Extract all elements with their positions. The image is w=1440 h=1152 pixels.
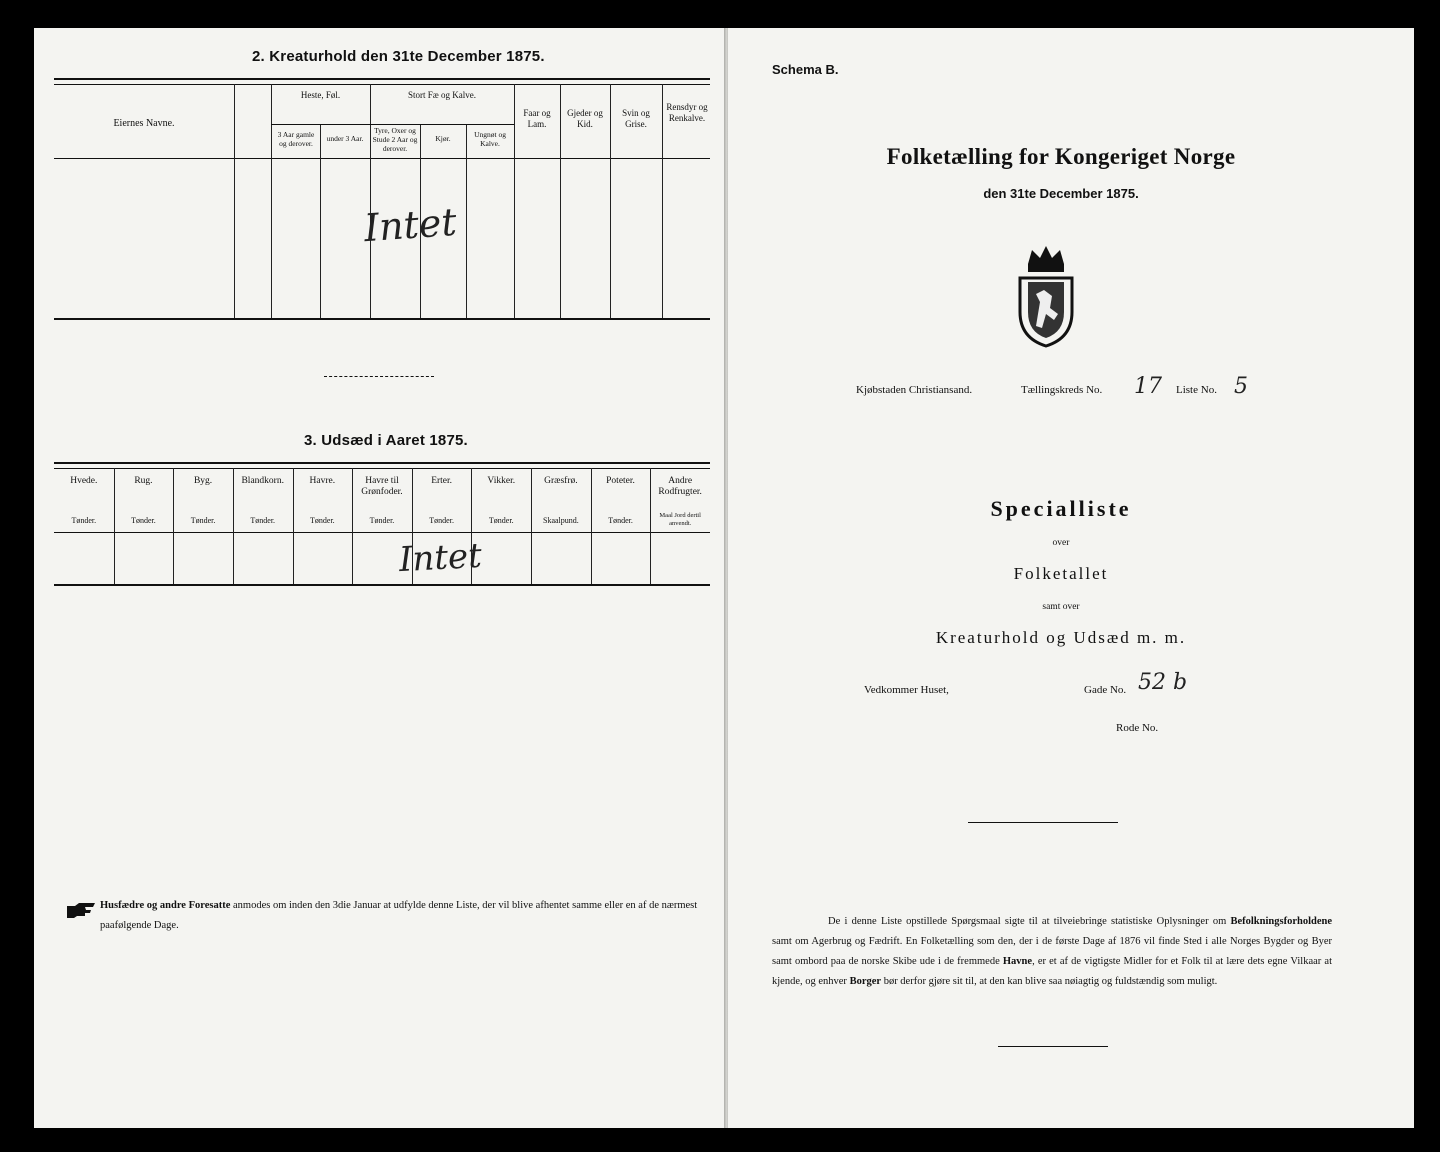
street-value: 52 b — [1138, 670, 1188, 695]
horses-group-header: Heste, Føl. — [300, 90, 341, 100]
goats-header: Gjeder og Kid. — [567, 108, 603, 129]
rule — [54, 84, 710, 85]
also-over-label: samt over — [1042, 602, 1080, 612]
seed-col-header: Erter. — [431, 476, 453, 486]
left-page — [34, 28, 724, 1128]
seed-title: 3. Udsæd i Aaret 1875. — [304, 432, 468, 449]
seed-col-unit: Maal Jord dertil anvendt. — [659, 512, 701, 527]
seed-col-unit: Tønder. — [250, 516, 276, 525]
para-bold3: Borger — [849, 976, 882, 987]
population-label: Folketallet — [1013, 564, 1109, 583]
para-mid2: , er et af de vigtigste Midler for et Folk til at lære dets egne Vilkaar at kjende, og enhver — [772, 956, 1333, 987]
col-divider — [531, 468, 532, 584]
pigs-header: Svin og Grise. — [622, 108, 650, 129]
right-page — [728, 28, 1414, 1128]
col-divider — [234, 84, 235, 318]
owner-name-header: Eiernes Navne. — [113, 118, 175, 129]
col-divider — [293, 468, 294, 584]
horses-3yr-header: 3 Aar gamle og derover. — [277, 130, 315, 148]
decorative-rule — [324, 376, 434, 377]
seed-col-unit: Tønder. — [488, 516, 514, 525]
col-divider — [271, 84, 272, 318]
col-divider — [610, 84, 611, 318]
col-divider — [352, 468, 353, 584]
seed-col-header: Poteter. — [606, 476, 635, 486]
list-label: Liste No. — [1176, 384, 1217, 396]
seed-col-unit: Tønder. — [310, 516, 335, 525]
notice-text — [100, 896, 700, 936]
rule — [54, 532, 710, 533]
col-divider — [173, 468, 174, 584]
cows-header: Kjør. — [435, 134, 451, 143]
group-rule — [271, 124, 514, 125]
rule — [54, 468, 710, 469]
seed-col-unit: Tønder. — [131, 516, 156, 525]
seed-col-header: Andre Rodfrugter. — [658, 476, 702, 497]
rule — [998, 1046, 1108, 1047]
rule — [54, 462, 710, 464]
reindeer-header: Rensdyr og Renkalve. — [666, 102, 708, 123]
street-label: Gade No. — [1084, 684, 1127, 696]
seed-col-header: Græsfrø. — [544, 476, 578, 486]
rule — [54, 78, 710, 80]
para-bold1: Befolkningsforholdene — [1230, 916, 1332, 927]
district-label: Tællingskreds No. — [1021, 384, 1103, 396]
rule — [54, 158, 710, 159]
explanatory-paragraph — [772, 912, 1332, 992]
livestock-title: 2. Kreaturhold den 31te December 1875. — [252, 48, 545, 65]
seed-col-header: Havre til Grønfoder. — [361, 476, 403, 497]
col-divider — [514, 84, 515, 318]
seed-col-unit: Skaalpund. — [543, 516, 579, 525]
col-divider — [662, 84, 663, 318]
seed-col-unit: Tønder. — [71, 516, 97, 525]
list-value: 5 — [1234, 374, 1248, 399]
rule — [54, 584, 710, 586]
schema-label: Schema B. — [772, 62, 839, 77]
pointing-hand-icon — [66, 900, 94, 918]
col-divider — [466, 124, 467, 318]
seed-col-unit: Tønder. — [608, 516, 633, 525]
col-divider — [370, 84, 371, 318]
seed-col-header: Blandkorn. — [241, 476, 284, 486]
page-subtitle: den 31te December 1875. — [983, 186, 1139, 201]
horses-under3-header: under 3 Aar. — [326, 134, 364, 143]
district-value: 17 — [1134, 374, 1162, 399]
seed-col-unit: Tønder. — [369, 516, 395, 525]
seed-col-header: Rug. — [134, 476, 153, 486]
seed-col-unit: Tønder. — [429, 516, 454, 525]
rule — [54, 318, 710, 320]
over-label: over — [1052, 538, 1070, 548]
col-divider — [591, 468, 592, 584]
seed-col-header: Vikker. — [487, 476, 516, 486]
para-intro: De i denne Liste opstillede Spørgsmaal sigte til at tilveiebringe statistiske Oplysninger om — [828, 916, 1231, 927]
para-bold2: Havne — [1002, 956, 1033, 967]
house-label: Vedkommer Huset, — [864, 684, 949, 696]
sheep-header: Faar og Lam. — [523, 108, 551, 129]
special-list-title: Specialliste — [990, 496, 1132, 521]
para-end: bør derfor gjøre sit til, at den kan blive saa nøiagtig og fuldstændig som muligt. — [881, 976, 1218, 987]
young-cattle-header: Ungnøt og Kalve. — [474, 130, 506, 148]
seed-col-header: Havre. — [309, 476, 336, 486]
notice-bold: Husfædre og andre Foresatte — [100, 900, 231, 911]
norway-coat-of-arms-icon — [1014, 242, 1078, 350]
handwritten-intet-livestock: Intet — [362, 199, 458, 251]
seed-col-unit: Tønder. — [190, 516, 216, 525]
col-divider — [233, 468, 234, 584]
col-divider — [114, 468, 115, 584]
cattle-group-header: Stort Fæ og Kalve. — [407, 90, 476, 100]
livestock-seed-label: Kreaturhold og Udsæd m. m. — [935, 628, 1187, 647]
rode-label: Rode No. — [1116, 722, 1159, 734]
seed-col-header: Hvede. — [70, 476, 98, 486]
seed-col-header: Byg. — [193, 476, 213, 486]
handwritten-intet-seed: Intet — [398, 535, 483, 581]
town-label: Kjøbstaden Christiansand. — [856, 384, 973, 396]
col-divider — [650, 468, 651, 584]
bulls-oxen-header: Tyre, Oxer og Stude 2 Aar og derover. — [372, 126, 418, 153]
rule — [968, 822, 1118, 823]
col-divider — [320, 124, 321, 318]
para-mid1: samt om Agerbrug og Fædrift. En Folketælling som den, der i de første Dage af 1876 vil finde Sted i alle Norges Bygder og Byer samt ombord paa de norske Skibe ude i de fremmede — [772, 936, 1332, 967]
page-title: Folketælling for Kongeriget Norge — [886, 144, 1236, 169]
notice-rest: anmodes om inden den 3die Januar at udfylde denne Liste, der vil blive afhentet samme eller en af de nærmest paafølgende Dage. — [100, 900, 698, 931]
col-divider — [560, 84, 561, 318]
